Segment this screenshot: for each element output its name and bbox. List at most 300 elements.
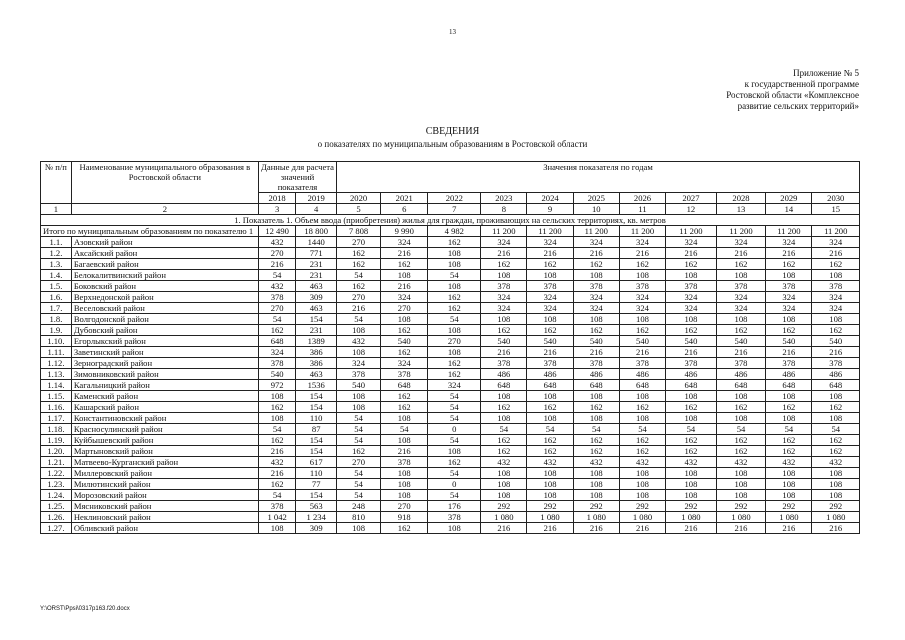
cell-value: 108 <box>481 391 527 402</box>
cell-value: 324 <box>381 237 428 248</box>
cell-value: 108 <box>619 479 665 490</box>
cell-value: 216 <box>766 523 812 534</box>
cell-value: 216 <box>812 248 860 259</box>
cell-value: 154 <box>296 446 337 457</box>
cell-value: 292 <box>716 501 766 512</box>
cell-value: 540 <box>527 336 573 347</box>
cell-value: 324 <box>812 303 860 314</box>
cell-value: 378 <box>481 281 527 292</box>
total-value: 4 982 <box>428 226 481 237</box>
appendix-line: Ростовской области «Комплексное <box>726 90 859 100</box>
cell-value: 378 <box>258 292 295 303</box>
cell-value: 540 <box>258 369 295 380</box>
cell-value: 1 080 <box>481 512 527 523</box>
cell-value: 108 <box>527 391 573 402</box>
cell-value: 540 <box>766 336 812 347</box>
cell-value: 108 <box>666 270 717 281</box>
document-title <box>0 126 905 150</box>
column-number: 9 <box>527 204 573 215</box>
cell-value: 108 <box>812 391 860 402</box>
cell-value: 108 <box>381 314 428 325</box>
cell-value: 162 <box>619 435 665 446</box>
cell-value: 324 <box>716 303 766 314</box>
cell-value: 270 <box>381 501 428 512</box>
column-number: 1 <box>41 204 72 215</box>
district-name: Матвеево-Курганский район <box>71 457 258 468</box>
cell-value: 162 <box>258 402 295 413</box>
cell-value: 216 <box>381 446 428 457</box>
cell-value: 154 <box>296 435 337 446</box>
cell-value: 162 <box>666 259 717 270</box>
district-name: Верхнедонской район <box>71 292 258 303</box>
cell-value: 108 <box>666 490 717 501</box>
cell-value: 110 <box>296 468 337 479</box>
cell-value: 292 <box>812 501 860 512</box>
cell-value: 108 <box>337 523 381 534</box>
cell-value: 54 <box>716 424 766 435</box>
cell-value: 54 <box>258 314 295 325</box>
cell-value: 324 <box>573 237 619 248</box>
cell-value: 162 <box>381 325 428 336</box>
column-number: 13 <box>716 204 766 215</box>
cell-value: 54 <box>573 424 619 435</box>
cell-value: 108 <box>428 446 481 457</box>
cell-value: 648 <box>812 380 860 391</box>
total-value: 7 808 <box>337 226 381 237</box>
row-number: 1.16. <box>41 402 72 413</box>
cell-value: 77 <box>296 479 337 490</box>
cell-value: 648 <box>666 380 717 391</box>
cell-value: 292 <box>573 501 619 512</box>
total-value: 18 800 <box>296 226 337 237</box>
cell-value: 432 <box>573 457 619 468</box>
cell-value: 108 <box>666 314 717 325</box>
row-number: 1.26. <box>41 512 72 523</box>
cell-value: 0 <box>428 479 481 490</box>
cell-value: 54 <box>428 490 481 501</box>
row-number: 1.1. <box>41 237 72 248</box>
cell-value: 108 <box>812 314 860 325</box>
district-name: Веселовский район <box>71 303 258 314</box>
table-row <box>41 380 860 391</box>
row-number: 1.9. <box>41 325 72 336</box>
cell-value: 54 <box>258 424 295 435</box>
cell-value: 378 <box>381 369 428 380</box>
cell-value: 324 <box>258 347 295 358</box>
row-number: 1.5. <box>41 281 72 292</box>
district-name: Куйбышевский район <box>71 435 258 446</box>
cell-value: 162 <box>619 402 665 413</box>
cell-value: 162 <box>812 325 860 336</box>
cell-value: 216 <box>716 523 766 534</box>
district-name: Константиновский район <box>71 413 258 424</box>
cell-value: 324 <box>766 303 812 314</box>
cell-value: 108 <box>619 270 665 281</box>
cell-value: 162 <box>766 446 812 457</box>
appendix-line: Приложение № 5 <box>793 68 859 78</box>
cell-value: 108 <box>812 479 860 490</box>
cell-value: 324 <box>666 303 717 314</box>
cell-value: 108 <box>381 490 428 501</box>
district-name: Зимовниковский район <box>71 369 258 380</box>
cell-value: 324 <box>666 237 717 248</box>
title-main: СВЕДЕНИЯ <box>425 126 480 137</box>
cell-value: 810 <box>337 512 381 523</box>
row-number: 1.2. <box>41 248 72 259</box>
cell-value: 108 <box>716 270 766 281</box>
cell-value: 108 <box>812 270 860 281</box>
cell-value: 270 <box>258 248 295 259</box>
table-row <box>41 391 860 402</box>
cell-value: 54 <box>337 479 381 490</box>
cell-value: 108 <box>381 479 428 490</box>
cell-value: 270 <box>337 237 381 248</box>
cell-value: 54 <box>428 270 481 281</box>
cell-value: 486 <box>666 369 717 380</box>
cell-value: 617 <box>296 457 337 468</box>
cell-value: 108 <box>481 413 527 424</box>
district-name: Багаевский район <box>71 259 258 270</box>
cell-value: 540 <box>381 336 428 347</box>
cell-value: 162 <box>428 292 481 303</box>
cell-value: 324 <box>428 380 481 391</box>
cell-value: 432 <box>481 457 527 468</box>
cell-value: 432 <box>619 457 665 468</box>
cell-value: 216 <box>716 248 766 259</box>
cell-value: 486 <box>481 369 527 380</box>
cell-value: 162 <box>381 347 428 358</box>
cell-value: 463 <box>296 303 337 314</box>
cell-value: 162 <box>619 446 665 457</box>
table-row <box>41 435 860 446</box>
column-number: 5 <box>337 204 381 215</box>
cell-value: 324 <box>766 237 812 248</box>
cell-value: 162 <box>337 259 381 270</box>
cell-value: 324 <box>619 292 665 303</box>
cell-value: 216 <box>481 248 527 259</box>
row-number: 1.25. <box>41 501 72 512</box>
cell-value: 162 <box>428 457 481 468</box>
cell-value: 54 <box>337 468 381 479</box>
cell-value: 432 <box>812 457 860 468</box>
cell-value: 216 <box>258 446 295 457</box>
cell-value: 324 <box>527 292 573 303</box>
header-year: 2021 <box>381 193 428 204</box>
table-row <box>41 369 860 380</box>
cell-value: 378 <box>812 281 860 292</box>
cell-value: 108 <box>527 314 573 325</box>
cell-value: 432 <box>666 457 717 468</box>
cell-value: 432 <box>258 281 295 292</box>
cell-value: 110 <box>296 413 337 424</box>
row-number: 1.19. <box>41 435 72 446</box>
cell-value: 324 <box>481 292 527 303</box>
cell-value: 162 <box>573 325 619 336</box>
cell-value: 216 <box>573 523 619 534</box>
column-number: 11 <box>619 204 665 215</box>
table-row <box>41 303 860 314</box>
cell-value: 292 <box>666 501 717 512</box>
cell-value: 1 080 <box>573 512 619 523</box>
column-number: 8 <box>481 204 527 215</box>
cell-value: 87 <box>296 424 337 435</box>
district-name: Белокалитвинский район <box>71 270 258 281</box>
section-title: 1. Показатель 1. Объем ввода (приобретения) жилья для граждан, проживающих на сельских территориях, кв. метров <box>41 215 860 226</box>
cell-value: 108 <box>527 490 573 501</box>
cell-value: 108 <box>573 270 619 281</box>
cell-value: 486 <box>527 369 573 380</box>
column-number: 12 <box>666 204 717 215</box>
row-number: 1.24. <box>41 490 72 501</box>
table-row <box>41 259 860 270</box>
header-year: 2026 <box>619 193 665 204</box>
cell-value: 108 <box>481 479 527 490</box>
cell-value: 162 <box>716 435 766 446</box>
cell-value: 270 <box>428 336 481 347</box>
cell-value: 386 <box>296 358 337 369</box>
cell-value: 324 <box>481 237 527 248</box>
header-year: 2024 <box>527 193 573 204</box>
cell-value: 162 <box>527 259 573 270</box>
cell-value: 162 <box>766 259 812 270</box>
district-name: Зерноградский район <box>71 358 258 369</box>
cell-value: 324 <box>812 237 860 248</box>
cell-value: 54 <box>527 424 573 435</box>
cell-value: 108 <box>716 490 766 501</box>
header-num: № п/п <box>41 162 72 204</box>
cell-value: 324 <box>619 303 665 314</box>
cell-value: 216 <box>716 347 766 358</box>
table-body <box>41 215 860 534</box>
cell-value: 108 <box>766 468 812 479</box>
district-name: Аксайский район <box>71 248 258 259</box>
table-row <box>41 281 860 292</box>
district-name: Боковский район <box>71 281 258 292</box>
cell-value: 378 <box>666 281 717 292</box>
column-number: 4 <box>296 204 337 215</box>
cell-value: 486 <box>573 369 619 380</box>
cell-value: 108 <box>381 435 428 446</box>
table-row <box>41 358 860 369</box>
cell-value: 108 <box>619 413 665 424</box>
cell-value: 270 <box>258 303 295 314</box>
cell-value: 216 <box>258 468 295 479</box>
row-number: 1.15. <box>41 391 72 402</box>
table-row <box>41 237 860 248</box>
total-label: Итого по муниципальным образованиям по показателю 1 <box>41 226 259 237</box>
cell-value: 162 <box>527 435 573 446</box>
cell-value: 432 <box>527 457 573 468</box>
row-number: 1.27. <box>41 523 72 534</box>
cell-value: 540 <box>666 336 717 347</box>
cell-value: 486 <box>766 369 812 380</box>
cell-value: 324 <box>381 292 428 303</box>
cell-value: 324 <box>381 358 428 369</box>
cell-value: 216 <box>481 523 527 534</box>
table-row <box>41 248 860 259</box>
cell-value: 162 <box>527 446 573 457</box>
cell-value: 378 <box>573 281 619 292</box>
cell-value: 162 <box>337 248 381 259</box>
cell-value: 1 080 <box>766 512 812 523</box>
cell-value: 54 <box>258 490 295 501</box>
cell-value: 154 <box>296 391 337 402</box>
cell-value: 108 <box>619 468 665 479</box>
cell-value: 1 080 <box>666 512 717 523</box>
cell-value: 292 <box>766 501 812 512</box>
table-row <box>41 413 860 424</box>
cell-value: 324 <box>666 292 717 303</box>
district-name: Милютинский район <box>71 479 258 490</box>
cell-value: 216 <box>258 259 295 270</box>
cell-value: 108 <box>666 391 717 402</box>
header-calc: Данные для расчета значений показателя <box>258 162 336 193</box>
cell-value: 540 <box>573 336 619 347</box>
table-row <box>41 402 860 413</box>
table-row <box>41 347 860 358</box>
cell-value: 648 <box>527 380 573 391</box>
cell-value: 432 <box>766 457 812 468</box>
cell-value: 108 <box>527 270 573 281</box>
cell-value: 972 <box>258 380 295 391</box>
cell-value: 154 <box>296 402 337 413</box>
cell-value: 386 <box>296 347 337 358</box>
cell-value: 108 <box>766 413 812 424</box>
cell-value: 54 <box>337 424 381 435</box>
total-value: 9 990 <box>381 226 428 237</box>
cell-value: 162 <box>428 369 481 380</box>
cell-value: 162 <box>766 402 812 413</box>
table-row <box>41 270 860 281</box>
cell-value: 54 <box>428 314 481 325</box>
total-value: 11 200 <box>527 226 573 237</box>
header-year: 2029 <box>766 193 812 204</box>
cell-value: 1 042 <box>258 512 295 523</box>
cell-value: 108 <box>481 314 527 325</box>
cell-value: 563 <box>296 501 337 512</box>
cell-value: 162 <box>573 435 619 446</box>
cell-value: 108 <box>573 479 619 490</box>
total-value: 11 200 <box>481 226 527 237</box>
cell-value: 216 <box>666 523 717 534</box>
table-row <box>41 446 860 457</box>
cell-value: 54 <box>812 424 860 435</box>
cell-value: 108 <box>428 523 481 534</box>
cell-value: 108 <box>716 413 766 424</box>
row-number: 1.12. <box>41 358 72 369</box>
cell-value: 108 <box>481 270 527 281</box>
table-row <box>41 523 860 534</box>
cell-value: 54 <box>381 424 428 435</box>
row-number: 1.3. <box>41 259 72 270</box>
cell-value: 108 <box>666 479 717 490</box>
cell-value: 162 <box>527 325 573 336</box>
cell-value: 162 <box>766 325 812 336</box>
cell-value: 162 <box>337 446 381 457</box>
cell-value: 162 <box>481 402 527 413</box>
header-year: 2023 <box>481 193 527 204</box>
table-row <box>41 457 860 468</box>
cell-value: 231 <box>296 325 337 336</box>
cell-value: 162 <box>766 435 812 446</box>
cell-value: 216 <box>573 248 619 259</box>
cell-value: 648 <box>766 380 812 391</box>
cell-value: 54 <box>766 424 812 435</box>
cell-value: 108 <box>619 490 665 501</box>
cell-value: 1 080 <box>716 512 766 523</box>
row-number: 1.10. <box>41 336 72 347</box>
table-row <box>41 490 860 501</box>
cell-value: 108 <box>481 490 527 501</box>
header-year: 2018 <box>258 193 295 204</box>
row-number: 1.11. <box>41 347 72 358</box>
cell-value: 162 <box>812 435 860 446</box>
cell-value: 216 <box>573 347 619 358</box>
cell-value: 162 <box>527 402 573 413</box>
column-number: 15 <box>812 204 860 215</box>
cell-value: 162 <box>573 446 619 457</box>
cell-value: 463 <box>296 369 337 380</box>
cell-value: 324 <box>573 292 619 303</box>
cell-value: 54 <box>619 424 665 435</box>
row-number: 1.7. <box>41 303 72 314</box>
cell-value: 108 <box>716 479 766 490</box>
table-row <box>41 336 860 347</box>
cell-value: 108 <box>716 391 766 402</box>
cell-value: 108 <box>428 325 481 336</box>
cell-value: 378 <box>766 358 812 369</box>
district-name: Мясниковский район <box>71 501 258 512</box>
header-year: 2028 <box>716 193 766 204</box>
cell-value: 324 <box>716 237 766 248</box>
cell-value: 918 <box>381 512 428 523</box>
cell-value: 540 <box>481 336 527 347</box>
cell-value: 216 <box>666 347 717 358</box>
cell-value: 162 <box>716 325 766 336</box>
cell-value: 378 <box>716 358 766 369</box>
cell-value: 108 <box>428 248 481 259</box>
cell-value: 378 <box>812 358 860 369</box>
district-name: Заветинский район <box>71 347 258 358</box>
cell-value: 162 <box>812 446 860 457</box>
cell-value: 1536 <box>296 380 337 391</box>
cell-value: 216 <box>666 248 717 259</box>
cell-value: 54 <box>428 468 481 479</box>
cell-value: 108 <box>428 347 481 358</box>
district-name: Неклиновский район <box>71 512 258 523</box>
cell-value: 54 <box>666 424 717 435</box>
row-number: 1.18. <box>41 424 72 435</box>
cell-value: 292 <box>527 501 573 512</box>
cell-value: 108 <box>766 391 812 402</box>
table-head <box>41 162 860 215</box>
cell-value: 162 <box>428 237 481 248</box>
district-name: Красносулинский район <box>71 424 258 435</box>
table-row <box>41 512 860 523</box>
cell-value: 108 <box>337 402 381 413</box>
cell-value: 108 <box>573 468 619 479</box>
cell-value: 216 <box>337 303 381 314</box>
header-year: 2020 <box>337 193 381 204</box>
cell-value: 648 <box>258 336 295 347</box>
district-name: Обливский район <box>71 523 258 534</box>
header-year: 2025 <box>573 193 619 204</box>
table-row <box>41 479 860 490</box>
cell-value: 108 <box>258 523 295 534</box>
cell-value: 162 <box>716 259 766 270</box>
cell-value: 463 <box>296 281 337 292</box>
table-row <box>41 468 860 479</box>
